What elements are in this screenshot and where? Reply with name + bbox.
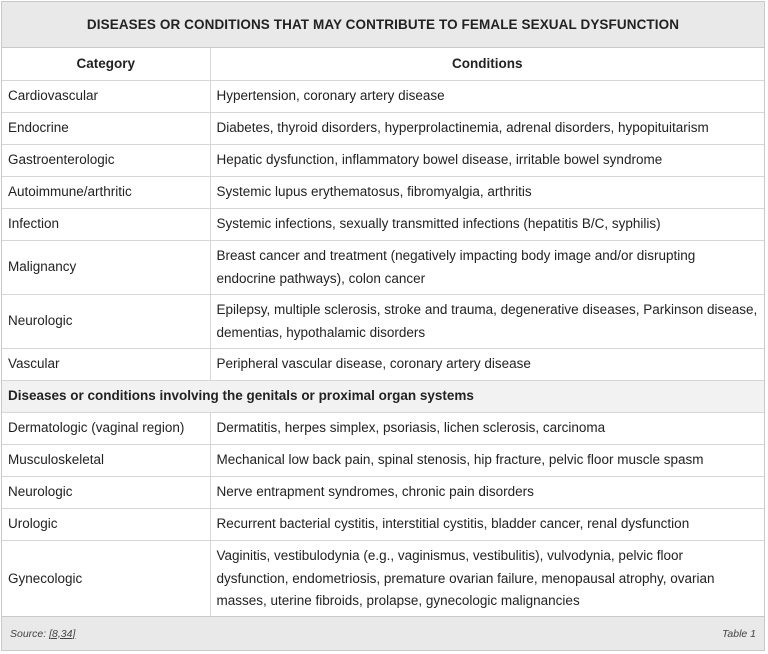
table-title: DISEASES OR CONDITIONS THAT MAY CONTRIBUTE TO FEMALE SEXUAL DYSFUNCTION <box>2 2 764 48</box>
category-cell: Cardiovascular <box>2 81 210 113</box>
conditions-cell: Systemic infections, sexually transmitted infections (hepatitis B/C, syphilis) <box>210 209 764 241</box>
category-cell: Malignancy <box>2 241 210 295</box>
table-row <box>2 241 764 295</box>
conditions-cell: Diabetes, thyroid disorders, hyperprolactinemia, adrenal disorders, hypopituitarism <box>210 113 764 145</box>
category-cell: Gynecologic <box>2 541 210 618</box>
conditions-cell: Hypertension, coronary artery disease <box>210 81 764 113</box>
table-row <box>2 177 764 209</box>
conditions-cell: Mechanical low back pain, spinal stenosis, hip fracture, pelvic floor muscle spasm <box>210 445 764 477</box>
table-row <box>2 349 764 381</box>
category-cell: Neurologic <box>2 295 210 349</box>
category-cell: Dermatologic (vaginal region) <box>2 413 210 445</box>
table-number: Table 1 <box>721 627 756 640</box>
table-row <box>2 81 764 113</box>
category-cell: Autoimmune/arthritic <box>2 177 210 209</box>
conditions-table <box>2 48 764 618</box>
table-row <box>2 445 764 477</box>
conditions-cell: Breast cancer and treatment (negatively impacting body image and/or disrupting endocrine pathways), colon cancer <box>210 241 764 295</box>
category-cell: Musculoskeletal <box>2 445 210 477</box>
conditions-cell: Vaginitis, vestibulodynia (e.g., vaginismus, vestibulitis), vulvodynia, pelvic floor dysfunction, endometriosis, premature ovarian failure, menopausal atrophy, ovarian masses, uterine fibroids, prolapse, gynecologic malignancies <box>210 541 764 618</box>
category-cell: Infection <box>2 209 210 241</box>
column-header-conditions: Conditions <box>210 48 764 81</box>
conditions-cell: Hepatic dysfunction, inflammatory bowel disease, irritable bowel syndrome <box>210 145 764 177</box>
table-row <box>2 145 764 177</box>
section-heading-row <box>2 381 764 413</box>
source-note <box>10 628 75 640</box>
conditions-cell: Systemic lupus erythematosus, fibromyalgia, arthritis <box>210 177 764 209</box>
category-cell: Neurologic <box>2 477 210 509</box>
conditions-cell: Dermatitis, herpes simplex, psoriasis, lichen sclerosis, carcinoma <box>210 413 764 445</box>
category-cell: Urologic <box>2 509 210 541</box>
table-row <box>2 113 764 145</box>
table-row <box>2 509 764 541</box>
category-cell: Endocrine <box>2 113 210 145</box>
table-footer <box>2 616 764 650</box>
column-header-category: Category <box>2 48 210 81</box>
table-container <box>1 1 765 651</box>
section-heading: Diseases or conditions involving the genitals or proximal organ systems <box>2 381 764 413</box>
conditions-cell: Nerve entrapment syndromes, chronic pain disorders <box>210 477 764 509</box>
table-row <box>2 413 764 445</box>
conditions-cell: Recurrent bacterial cystitis, interstitial cystitis, bladder cancer, renal dysfunction <box>210 509 764 541</box>
table-row <box>2 295 764 349</box>
source-reference-link[interactable]: [8,34] <box>49 627 76 640</box>
source-label: Source: <box>10 627 50 640</box>
table-row <box>2 477 764 509</box>
table-row <box>2 541 764 618</box>
table-header-row <box>2 48 764 81</box>
category-cell: Vascular <box>2 349 210 381</box>
category-cell: Gastroenterologic <box>2 145 210 177</box>
conditions-cell: Epilepsy, multiple sclerosis, stroke and trauma, degenerative diseases, Parkinson disease, dementias, hypothalamic disorders <box>210 295 764 349</box>
conditions-cell: Peripheral vascular disease, coronary artery disease <box>210 349 764 381</box>
table-row <box>2 209 764 241</box>
